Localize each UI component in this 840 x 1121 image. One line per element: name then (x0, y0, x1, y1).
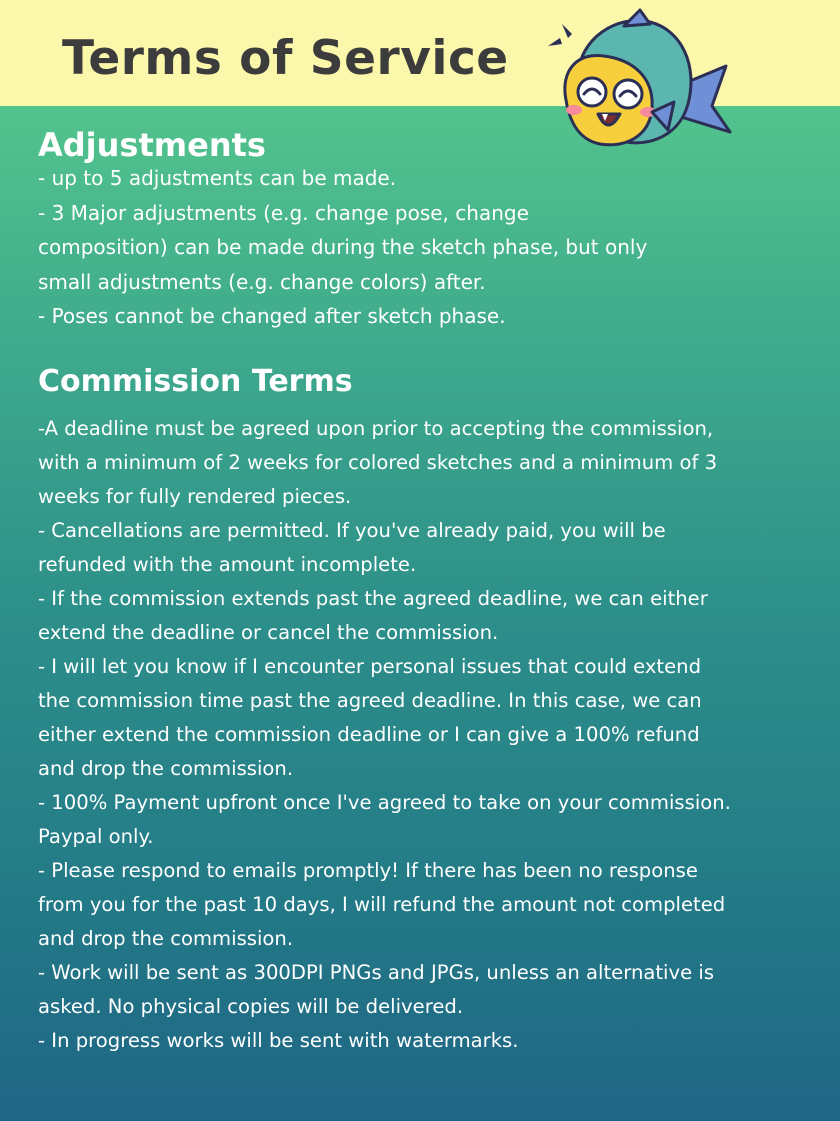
adjustments-line: composition) can be made during the sketch phase, but only (38, 235, 648, 259)
terms-line: - If the commission extends past the agreed deadline, we can either (38, 587, 708, 610)
fish-eye-right (614, 80, 642, 108)
terms-line: - I will let you know if I encounter personal issues that could extend (38, 655, 702, 678)
terms-line: from you for the past 10 days, I will refund the amount not completed (38, 893, 726, 916)
terms-line: refunded with the amount incomplete. (38, 553, 417, 576)
commission-terms-heading: Commission Terms (38, 364, 353, 399)
adjustments-line: small adjustments (e.g. change colors) after. (38, 269, 486, 294)
adjustments-line: - 3 Major adjustments (e.g. change pose, change (38, 200, 529, 225)
fish-cheek-left (566, 105, 582, 115)
exclamation-mark-left (548, 38, 562, 46)
fish-eye-left (578, 78, 606, 106)
terms-line: either extend the commission deadline or I can give a 100% refund (38, 723, 700, 746)
terms-line: - Cancellations are permitted. If you've already paid, you will be (38, 519, 666, 542)
terms-line: - 100% Payment upfront once I've agreed to take on your commission. (38, 791, 731, 814)
adjustments-line: - Poses cannot be changed after sketch phase. (38, 304, 506, 328)
terms-line: the commission time past the agreed deadline. In this case, we can (38, 689, 702, 712)
fish-mascot-icon (538, 8, 738, 168)
page-title: Terms of Service (62, 31, 509, 86)
terms-line: asked. No physical copies will be delivered. (38, 995, 464, 1018)
adjustments-heading: Adjustments (38, 126, 266, 164)
terms-line: - In progress works will be sent with watermarks. (38, 1029, 519, 1052)
terms-line: extend the deadline or cancel the commission. (38, 621, 499, 644)
terms-line: and drop the commission. (38, 757, 294, 780)
adjustments-line: - up to 5 adjustments can be made. (38, 166, 397, 190)
terms-line: and drop the commission. (38, 927, 294, 950)
terms-line: Paypal only. (38, 825, 154, 848)
fish-top-fin (624, 10, 650, 26)
adjustments-text (38, 161, 738, 334)
terms-line: with a minimum of 2 weeks for colored sketches and a minimum of 3 (38, 451, 718, 474)
commission-terms-text (38, 412, 808, 1058)
terms-line: -A deadline must be agreed upon prior to accepting the commission, (38, 417, 714, 440)
terms-line: - Work will be sent as 300DPI PNGs and JPGs, unless an alternative is (38, 961, 715, 984)
exclamation-mark-right (562, 24, 572, 38)
terms-line: - Please respond to emails promptly! If there has been no response (38, 859, 698, 882)
terms-line: weeks for fully rendered pieces. (38, 485, 352, 508)
